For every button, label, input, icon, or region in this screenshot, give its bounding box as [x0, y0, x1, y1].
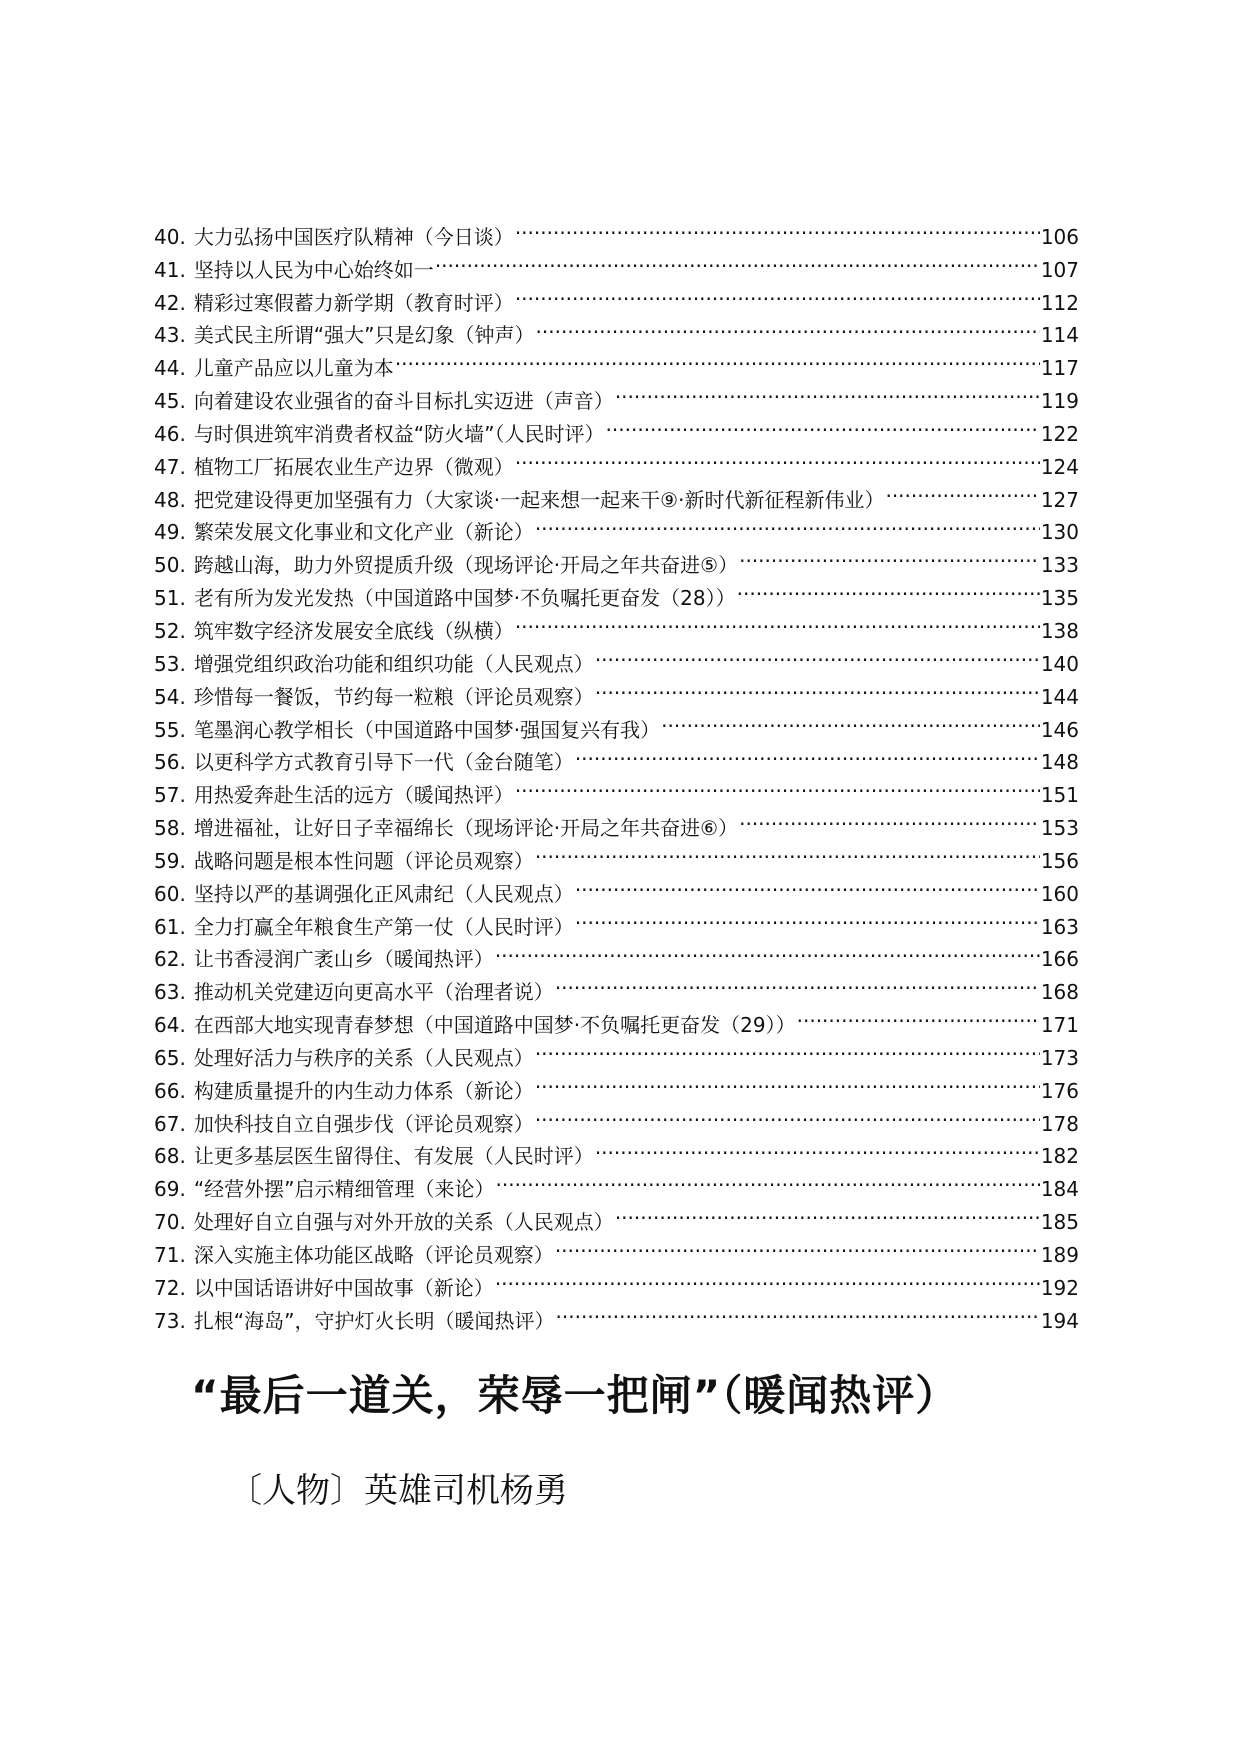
toc-entry-number: 54. — [154, 684, 186, 709]
toc-entry-page: 140 — [1040, 651, 1079, 676]
toc-entry-page: 138 — [1040, 618, 1079, 643]
toc-entry-title: 跨越山海，助力外贸提质升级（现场评论·开局之年共奋进⑤） — [193, 553, 739, 578]
toc-entry-page: 168 — [1040, 980, 1079, 1005]
toc-entry-title: 战略问题是根本性问题（评论员观察） — [193, 848, 534, 873]
toc-entry-page: 144 — [1040, 684, 1079, 709]
toc-entry-title: “经营外摆”启示精细管理（来论） — [193, 1177, 495, 1202]
toc-entry-number: 41. — [154, 257, 186, 282]
toc-entry-title: 坚持以人民为中心始终如一 — [193, 257, 434, 282]
toc-dot-leader — [535, 1065, 1040, 1098]
toc-entry-title: 推动机关党建迈向更高水平（治理者说） — [193, 980, 554, 1005]
toc-entry-number: 65. — [154, 1045, 186, 1070]
toc-entry-page: 163 — [1040, 914, 1079, 939]
toc-entry-title: 大力弘扬中国医疗队精神（今日谈） — [193, 224, 514, 249]
toc-entry-number: 66. — [154, 1078, 186, 1103]
toc-entry-title: 精彩过寒假蓄力新学期（教育时评） — [193, 290, 514, 315]
toc-entry-page: 178 — [1040, 1111, 1079, 1136]
toc-entry-title: 珍惜每一餐饭，节约每一粒粮（评论员观察） — [193, 684, 594, 709]
toc-entry-page: 156 — [1040, 848, 1079, 873]
toc-dot-leader — [885, 474, 1039, 507]
toc-dot-leader — [575, 868, 1040, 901]
toc-entry-number: 68. — [154, 1144, 186, 1169]
toc-entry-title: 让更多基层医生留得住、有发展（人民时评） — [193, 1144, 594, 1169]
toc-entry-number: 51. — [154, 586, 186, 611]
toc-entry-page: 133 — [1040, 553, 1079, 578]
toc-entry-title: 向着建设农业强省的奋斗目标扎实迈进（声音） — [193, 389, 614, 414]
toc-entry-number: 43. — [154, 323, 186, 348]
toc-entry-title: 与时俱进筑牢消费者权益“防火墙”（人民时评） — [193, 421, 605, 446]
toc-entry-title: 处理好自立自强与对外开放的关系（人民观点） — [193, 1210, 614, 1235]
toc-entry-number: 48. — [154, 487, 186, 512]
toc-dot-leader — [536, 310, 1040, 343]
toc-entry-page: 148 — [1040, 750, 1079, 775]
toc-entry-page: 166 — [1040, 947, 1079, 972]
toc-entry-number: 53. — [154, 651, 186, 676]
toc-entry-number: 72. — [154, 1275, 186, 1300]
toc-dot-leader — [495, 1262, 1040, 1295]
toc-entry-page: 153 — [1040, 816, 1079, 841]
toc-dot-leader — [515, 211, 1040, 244]
toc-dot-leader — [535, 1098, 1040, 1131]
toc-entry-number: 71. — [154, 1243, 186, 1267]
toc-entry-title: 加快科技自立自强步伐（评论员观察） — [193, 1111, 534, 1136]
toc-dot-leader — [797, 999, 1040, 1032]
toc-entry-number: 69. — [154, 1177, 186, 1202]
toc-dot-leader — [496, 1163, 1040, 1196]
toc-dot-leader — [615, 375, 1040, 408]
toc-entry-page: 192 — [1040, 1275, 1079, 1300]
toc-entry-title: 增进福祉，让好日子幸福绵长（现场评论·开局之年共奋进⑥） — [193, 816, 739, 841]
toc-entry-title: 把党建设得更加坚强有力（大家谈·一起来想一起来干⑨·新时代新征程新伟业） — [193, 487, 885, 512]
toc-entry-page: 106 — [1040, 224, 1079, 249]
toc-entry-number: 49. — [154, 520, 186, 545]
toc-entry-number: 55. — [154, 717, 186, 742]
toc-dot-leader — [739, 539, 1040, 572]
toc-entry-title: 深入实施主体功能区战略（评论员观察） — [193, 1243, 554, 1267]
toc-entry-page: 122 — [1040, 421, 1079, 446]
toc-dot-leader — [555, 1229, 1040, 1262]
article-title: “最后一道关，荣辱一把闸”（暖闻热评） — [191, 1371, 959, 1420]
article-subtitle: 〔人物〕英雄司机杨勇 — [228, 1471, 568, 1511]
toc-entry-number: 44. — [154, 356, 186, 381]
toc-entry-title: 全力打赢全年粮食生产第一仗（人民时评） — [193, 914, 574, 939]
toc-entry-page: 135 — [1040, 586, 1079, 611]
toc-entry-number: 52. — [154, 618, 186, 643]
toc-entry-number: 63. — [154, 980, 186, 1005]
toc-entry-page: 151 — [1040, 783, 1079, 808]
toc-entry-number: 45. — [154, 389, 186, 414]
toc-entry-page: 114 — [1040, 323, 1079, 348]
toc-entry-number: 40. — [154, 224, 186, 249]
toc-entry-title: 让书香浸润广袤山乡（暖闻热评） — [193, 947, 494, 972]
toc-dot-leader — [595, 671, 1040, 704]
toc-dot-leader — [737, 572, 1040, 605]
toc-dot-leader — [739, 802, 1040, 835]
toc-entry-title: 繁荣发展文化事业和文化产业（新论） — [193, 520, 534, 545]
toc-entry-page: 112 — [1040, 290, 1079, 315]
toc-dot-leader — [395, 342, 1040, 375]
toc-dot-leader — [575, 737, 1040, 770]
toc-entry-number: 56. — [154, 750, 186, 775]
toc-entry-number: 70. — [154, 1210, 186, 1235]
toc-entry-page: 130 — [1040, 520, 1079, 545]
toc-entry-number: 50. — [154, 553, 186, 578]
toc-entry-number: 47. — [154, 454, 186, 479]
toc-dot-leader — [515, 441, 1040, 474]
toc-dot-leader — [515, 605, 1040, 638]
toc-entry-number: 73. — [154, 1308, 186, 1333]
toc-entry-page: 107 — [1040, 257, 1079, 282]
toc-entry-number: 67. — [154, 1111, 186, 1136]
toc-entry-title: 处理好活力与秩序的关系（人民观点） — [193, 1045, 534, 1070]
toc-entry-page: 185 — [1040, 1210, 1079, 1235]
toc-dot-leader — [661, 704, 1040, 737]
toc-dot-leader — [606, 408, 1040, 441]
toc-entry-page: 173 — [1040, 1045, 1079, 1070]
toc-dot-leader — [595, 1131, 1040, 1164]
toc-entry-title: 坚持以严的基调强化正风肃纪（人民观点） — [193, 881, 574, 906]
toc-entry-title: 用热爱奔赴生活的远方（暖闻热评） — [193, 783, 514, 808]
toc-dot-leader — [575, 901, 1040, 934]
toc-entry-number: 57. — [154, 783, 186, 808]
toc-dot-leader — [535, 1032, 1040, 1065]
toc-entry-title: 以中国话语讲好中国故事（新论） — [193, 1275, 494, 1300]
toc-entry-title: 在西部大地实现青春梦想（中国道路中国梦·不负嘱托更奋发（29）） — [193, 1013, 796, 1038]
toc-entry-page: 127 — [1040, 487, 1079, 512]
toc-entry-page: 146 — [1040, 717, 1079, 742]
toc-entry-number: 61. — [154, 914, 186, 939]
toc-entry-number: 58. — [154, 816, 186, 841]
toc-entry-title: 筑牢数字经济发展安全底线（纵横） — [193, 618, 514, 643]
toc-entry-page: 160 — [1040, 881, 1079, 906]
toc-entry-number: 59. — [154, 848, 186, 873]
toc-entry-title: 扎根“海岛”，守护灯火长明（暖闻热评） — [193, 1308, 555, 1333]
toc-entry[interactable] — [154, 211, 1079, 249]
toc-entry-title: 构建质量提升的内生动力体系（新论） — [193, 1078, 534, 1103]
toc-dot-leader — [515, 769, 1040, 802]
toc-entry-page: 117 — [1040, 356, 1079, 381]
toc-dot-leader — [535, 507, 1040, 540]
toc-entry-title: 笔墨润心教学相长（中国道路中国梦·强国复兴有我） — [193, 717, 661, 742]
toc-entry-page: 182 — [1040, 1144, 1079, 1169]
toc-entry-page: 176 — [1040, 1078, 1079, 1103]
toc-entry-title: 美式民主所谓“强大”只是幻象（钟声） — [193, 323, 535, 348]
toc-entry-page: 189 — [1040, 1243, 1079, 1267]
table-of-contents — [154, 211, 1079, 1333]
toc-dot-leader — [556, 1295, 1040, 1328]
toc-entry-page: 119 — [1040, 389, 1079, 414]
toc-entry-title: 儿童产品应以儿童为本 — [193, 356, 394, 381]
toc-entry-page: 184 — [1040, 1177, 1079, 1202]
toc-entry-page: 171 — [1040, 1013, 1079, 1038]
toc-entry-title: 植物工厂拓展农业生产边界（微观） — [193, 454, 514, 479]
toc-dot-leader — [515, 277, 1040, 310]
toc-entry-page: 124 — [1040, 454, 1079, 479]
toc-dot-leader — [595, 638, 1040, 671]
toc-dot-leader — [435, 244, 1040, 277]
toc-entry-title: 增强党组织政治功能和组织功能（人民观点） — [193, 651, 594, 676]
toc-dot-leader — [615, 1196, 1040, 1229]
toc-entry-number: 42. — [154, 290, 186, 315]
toc-entry-number: 62. — [154, 947, 186, 972]
toc-dot-leader — [555, 966, 1040, 999]
toc-entry-number: 64. — [154, 1013, 186, 1038]
toc-entry-title: 老有所为发光发热（中国道路中国梦·不负嘱托更奋发（28）） — [193, 586, 736, 611]
toc-entry-title: 以更科学方式教育引导下一代（金台随笔） — [193, 750, 574, 775]
toc-dot-leader — [495, 934, 1040, 967]
toc-dot-leader — [535, 835, 1040, 868]
toc-entry-page: 194 — [1040, 1308, 1079, 1333]
toc-entry-number: 46. — [154, 421, 186, 446]
toc-entry-number: 60. — [154, 881, 186, 906]
